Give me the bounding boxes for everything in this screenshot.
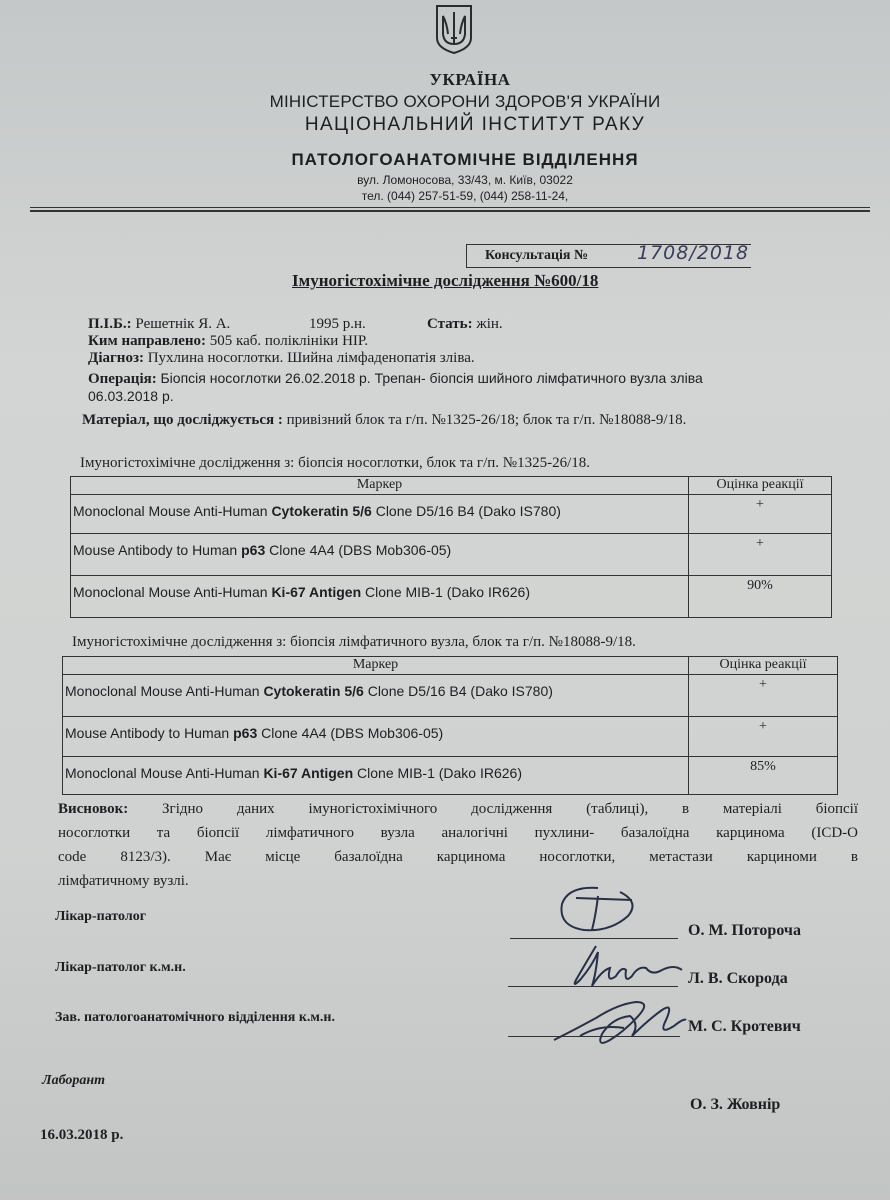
referred-value: 505 каб. поліклініки НІР. [209, 333, 369, 349]
header-rule-top [30, 207, 870, 208]
table-row [63, 675, 838, 717]
pathologist2-signature-icon [566, 940, 686, 996]
result-cell: + [689, 717, 838, 757]
marker-cell: Mouse Antibody to Human p63 Clone 4A4 (DBS Mob306-05) [63, 717, 689, 757]
marker-cell: Mouse Antibody to Human p63 Clone 4A4 (DBS Mob306-05) [71, 534, 689, 576]
table-header-row [71, 477, 832, 495]
marker-cell: Monoclonal Mouse Anti-Human Ki-67 Antigen Clone MIB-1 (Dako IR626) [63, 757, 689, 795]
head-signature-icon [540, 990, 690, 1056]
patient-sex: жін. [476, 316, 503, 332]
pathologist2-name: Л. В. Скорода [688, 970, 788, 987]
head-role: Зав. патологоанатомічного відділення к.м.н. [55, 1010, 335, 1025]
table-row [71, 495, 832, 534]
document-title: Імуногістохімічне дослідження №600/18 [292, 271, 599, 290]
result-cell: + [689, 675, 838, 717]
consultation-box [466, 244, 751, 268]
table-row [63, 757, 838, 795]
column-header-result: Оцінка реакції [689, 477, 832, 495]
header-department: ПАТОЛОГОАНАТОМІЧНЕ ВІДДІЛЕННЯ [291, 150, 639, 169]
conclusion-label: Висновок: [58, 801, 129, 817]
pathologist-signature-icon [548, 880, 644, 940]
consultation-label: Консультація № [485, 248, 589, 263]
referred-label: Ким направлено: [88, 333, 207, 349]
marker-cell: Monoclonal Mouse Anti-Human Ki-67 Antigen Clone MIB-1 (Dako IR626) [71, 576, 689, 618]
patient-birth-year: 1995 р.н. [309, 316, 366, 332]
table1-caption: Імуногістохімічне дослідження з: біопсія носоглотки, блок та г/п. №1325-26/18. [80, 455, 591, 471]
conclusion-line-3: code 8123/3). Має місце базалоїдна карцинома носоглотки, метастази карциноми в [58, 849, 858, 865]
column-header-marker: Маркер [71, 477, 689, 495]
patient-sex-row [427, 316, 503, 333]
table-row [71, 534, 832, 576]
result-cell: + [689, 495, 832, 534]
marker-cell: Monoclonal Mouse Anti-Human Cytokeratin 5/6 Clone D5/16 B4 (Dako IS780) [71, 495, 689, 534]
header-country: УКРАЇНА [429, 70, 511, 89]
result-cell: 85% [689, 757, 838, 795]
header-institute: НАЦІОНАЛЬНИЙ ІНСТИТУТ РАКУ [304, 114, 646, 135]
header-rule-bottom [30, 210, 870, 212]
material-row [82, 412, 686, 429]
table-row [71, 576, 832, 618]
operation-row [88, 370, 703, 388]
material-value: привізний блок та г/п. №1325-26/18; блок та г/п. №18088-9/18. [286, 412, 687, 428]
patient-name: Решетнік Я. А. [135, 316, 231, 332]
patient-name-row [88, 316, 230, 333]
diagnosis-label: Діагноз: [88, 350, 144, 366]
column-header-result: Оцінка реакції [689, 657, 838, 675]
conclusion-line-2: носоглотки та біопсії лімфатичного вузла аналогічні пухлини- базалоїдна карцинома (ICD-O [58, 825, 858, 841]
consultation-number: 1708/2018 [637, 242, 750, 264]
conclusion-line-4: лімфатичному вузлі. [58, 873, 189, 889]
conclusion-line-1: Висновок: Згідно даних імуногістохімічного дослідження (таблиці), в матеріалі біопсії [58, 801, 859, 817]
patient-sex-label: Стать: [427, 316, 473, 332]
marker-table-lymph-node [62, 656, 838, 795]
trident-emblem-icon [435, 4, 473, 54]
operation-value-line1: Біопсія носоглотки 26.02.2018 р. Трепан- біопсія шийного лімфатичного вузла зліва [160, 370, 703, 386]
material-label: Матеріал, що досліджується : [82, 412, 283, 428]
operation-value-line2: 06.03.2018 р. [88, 388, 174, 404]
pathologist-role: Лікар-патолог [55, 909, 147, 924]
diagnosis-value: Пухлина носоглотки. Шийна лімфаденопатія зліва. [147, 350, 475, 366]
lab-name: О. З. Жовнір [690, 1096, 781, 1113]
marker-table-nasopharynx [70, 476, 832, 618]
header-ministry: МІНІСТЕРСТВО ОХОРОНИ ЗДОРОВ'Я УКРАЇНИ [269, 92, 661, 111]
conclusion-block [58, 797, 858, 893]
result-cell: + [689, 534, 832, 576]
header-phone: тел. (044) 257-51-59, (044) 258-11-24, [361, 189, 569, 203]
document-date: 16.03.2018 р. [40, 1127, 124, 1143]
column-header-marker: Маркер [63, 657, 689, 675]
table-header-row [63, 657, 838, 675]
table2-caption: Імуногістохімічне дослідження з: біопсія лімфатичного вузла, блок та г/п. №18088-9/18. [72, 634, 636, 650]
header-address: вул. Ломоносова, 33/43, м. Київ, 03022 [357, 173, 573, 187]
result-cell: 90% [689, 576, 832, 618]
pathologist2-role: Лікар-патолог к.м.н. [55, 960, 186, 975]
head-name: М. С. Кротевич [688, 1018, 801, 1035]
operation-label: Операція: [88, 371, 157, 387]
pathologist-name: О. М. Потороча [688, 922, 801, 939]
diagnosis-row [88, 350, 475, 367]
lab-role: Лаборант [42, 1073, 106, 1088]
referred-row [88, 333, 368, 350]
patient-name-label: П.І.Б.: [88, 316, 132, 332]
marker-cell: Monoclonal Mouse Anti-Human Cytokeratin 5/6 Clone D5/16 B4 (Dako IS780) [63, 675, 689, 717]
table-row [63, 717, 838, 757]
